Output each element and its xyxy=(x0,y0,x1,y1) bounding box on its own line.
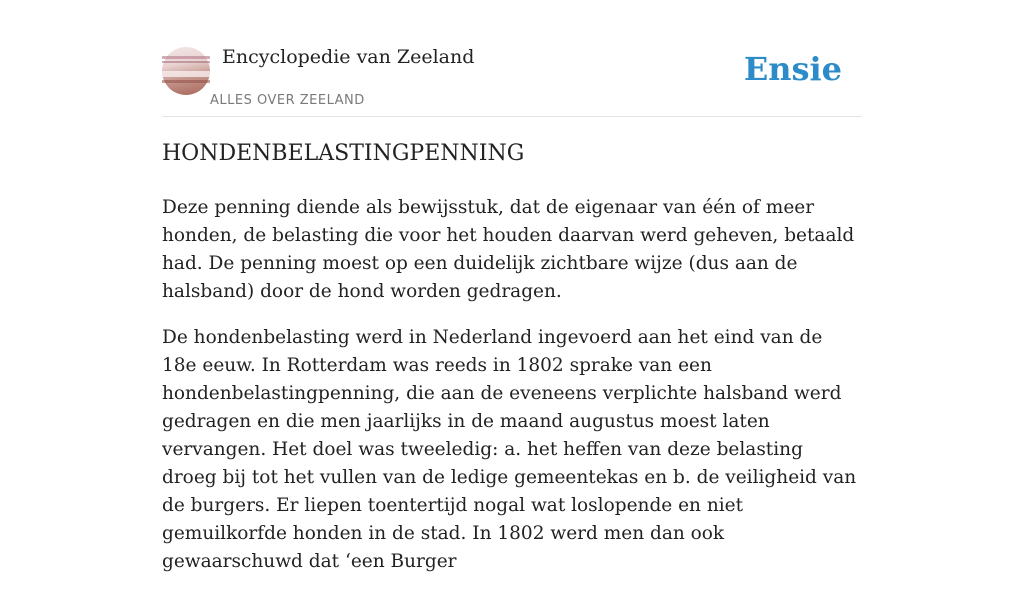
site-avatar[interactable] xyxy=(162,47,210,95)
site-title[interactable]: Encyclopedie van Zeeland xyxy=(222,46,475,68)
site-header xyxy=(162,0,862,117)
brand-logo[interactable]: Ensie xyxy=(743,50,842,88)
article-title: HONDENBELASTINGPENNING xyxy=(162,141,525,166)
article xyxy=(162,138,862,594)
site-subtitle: ALLES OVER ZEELAND xyxy=(210,93,365,108)
article-paragraph: De hondenbelasting werd in Nederland ingevoerd aan het eind van de 18e eeuw. In Rotterdam was reeds in 1802 sprake van een hondenbelastingpenning, die aan de eveneens verplichte halsband werd gedragen en die men jaarlijks in de maand augustus moest laten vervangen. Het doel was tweeledig: a. het heffen van deze belasting droeg bij tot het vullen van de ledige gemeentekas en b. de veiligheid van de burgers. Er liepen toentertijd nogal wat loslopende en niet gemuilkorfde honden in de stad. In 1802 werd men dan ook gewaarschuwd dat ‘een Burger xyxy=(162,327,857,572)
article-paragraph: Deze penning diende als bewijsstuk, dat de eigenaar van één of meer honden, de belasting die voor het houden daarvan werd geheven, betaald had. De penning moest op een duidelijk zichtbare wijze (dus aan de halsband) door de hond worden gedragen. xyxy=(162,197,855,302)
